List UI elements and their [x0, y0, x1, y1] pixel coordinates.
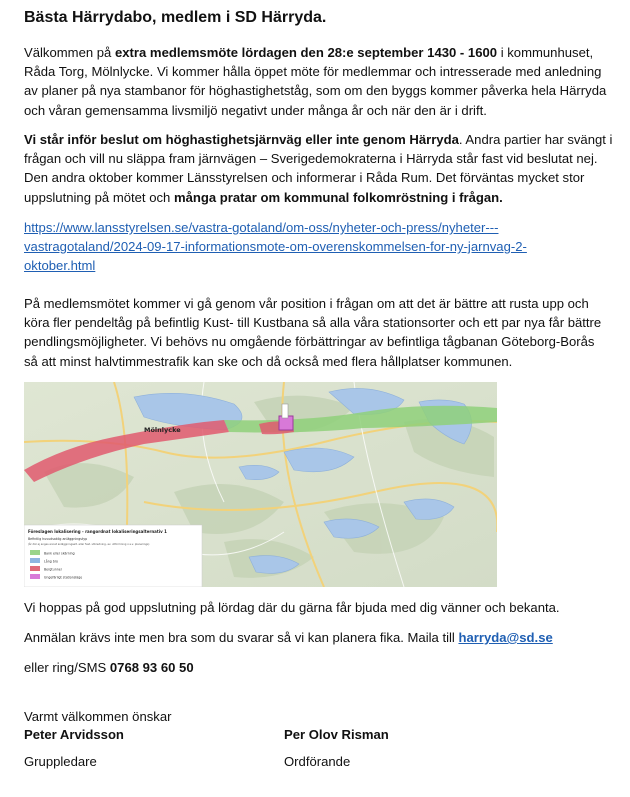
intro-line-1: [24, 43, 616, 62]
position-paragraph: [24, 294, 616, 371]
intro-text-2: i kommunhuset,: [497, 45, 594, 60]
signer-1-name: Peter Arvidsson: [24, 727, 124, 742]
intro-line-4: och våran gemensamma livsmiljö negativt under många år och när den är i drift.: [24, 102, 487, 118]
legend-label: Ungefärligt stationsläge: [44, 575, 83, 580]
railway-map: [24, 382, 497, 587]
position-line-2: köra fler pendeltåg på befintlig Kust- till Kustbana så alla våra stationsorter och ett par nya får bättre: [24, 315, 602, 331]
decision-line-4: [24, 188, 616, 207]
legend-swatch: [30, 566, 40, 571]
phone-paragraph: [24, 658, 616, 677]
hope-paragraph: Vi hoppas på god uppslutning på lördag där du gärna får bjuda med dig vänner och bekanta.: [24, 600, 560, 615]
legend-swatch: [30, 558, 40, 563]
legend-swatch: [30, 574, 40, 579]
decision-line-2: frågan och vill nu släppa fram järnvägen – Sverigedemokraterna i Härryda står fast vid beslutat nej.: [24, 151, 598, 167]
link-line-2[interactable]: vastragotaland/2024-09-17-informationsmote-om-overenskommelsen-for-ny-jarnvag-2-: [24, 239, 527, 255]
position-line-3: pendlingsmöjligheter. Vi behövs nu omgående förbättringar av befintliga tågbanan Göteborg-Borås: [24, 334, 595, 350]
closing-text: Varmt välkommen önskar: [24, 709, 172, 724]
link-line-1[interactable]: https://www.lansstyrelsen.se/vastra-gotaland/om-oss/nyheter-och-press/nyheter---: [24, 220, 499, 235]
legend-swatch: [30, 550, 40, 555]
decision-line-1: [24, 130, 616, 149]
decision-text-1: . Andra partier har svängt i: [458, 132, 613, 147]
intro-line-2: Råda Torg, Mölnlycke. Vi kommer hålla öppet möte för medlemmar och intresserade med anledning: [24, 64, 602, 80]
phone-number: 0768 93 60 50: [109, 660, 194, 675]
position-line-1: På medlemsmötet kommer vi gå genom vår position i frågan om att det är bättre att rusta upp och: [24, 296, 589, 311]
phone-text: eller ring/SMS: [24, 660, 110, 675]
signer-2-role: Ordförande: [284, 754, 351, 769]
link-line-3[interactable]: oktober.html: [24, 258, 96, 274]
legend-label: Lång bro: [44, 559, 58, 564]
map-white-strip: [282, 404, 288, 418]
intro-line-3: av planer på nya stambanor för höghastighetståg, som om den byggs kommer påverka hela Härryda: [24, 83, 607, 99]
intro-text-1: Välkommen på: [24, 45, 115, 60]
signup-paragraph: [24, 628, 616, 647]
legend-label: Bank eller skärning: [44, 551, 75, 556]
map-place-label: Mölnlycke: [144, 426, 181, 434]
legend-note: (år där ej anges annat anläggningsalt. eller fast. utbredning, ev. utformning o.s.v. planerings): [28, 543, 150, 546]
intro-paragraph: [24, 43, 616, 120]
signer-2-name: Per Olov Risman: [284, 727, 389, 742]
page-title: Bästa Härrydabo, medlem i SD Härryda.: [24, 9, 327, 26]
signer-1-role: Gruppledare: [24, 754, 97, 769]
signup-text: Anmälan krävs inte men bra som du svarar så vi kan planera fika. Maila till: [24, 630, 459, 645]
position-line-4: så att minst halvtimmestrafik kan ske och då också med flera hållplatser kommunen.: [24, 353, 513, 369]
meeting-date-bold: extra medlemsmöte lördagen den 28:e september 1430 - 1600: [114, 45, 498, 60]
legend-subtitle: Befintlig huvudsaklig anläggningstyp: [28, 537, 88, 541]
decision-line-3: Den andra oktober kommer Länsstyrelsen och informerar i Råda Rum. Det förväntas mycket stor: [24, 170, 585, 186]
decision-bold: Vi står inför beslut om höghastighetsjärnväg eller inte genom Härryda: [24, 132, 459, 147]
referendum-bold: många pratar om kommunal folkomröstning i frågan.: [173, 189, 503, 205]
email-link[interactable]: harryda@sd.se: [458, 630, 553, 645]
decision-paragraph: [24, 130, 616, 207]
lansstyrelsen-link[interactable]: [24, 218, 616, 276]
legend-label: Bergtunnel: [44, 567, 62, 572]
map-legend: [24, 525, 202, 587]
railway-map-image: [24, 382, 497, 587]
decision-text-4: uppslutning på mötet och: [24, 189, 174, 205]
legend-title: Föreslagen lokalisering - rangordnat lokaliseringsalternativ 1: [28, 529, 167, 534]
